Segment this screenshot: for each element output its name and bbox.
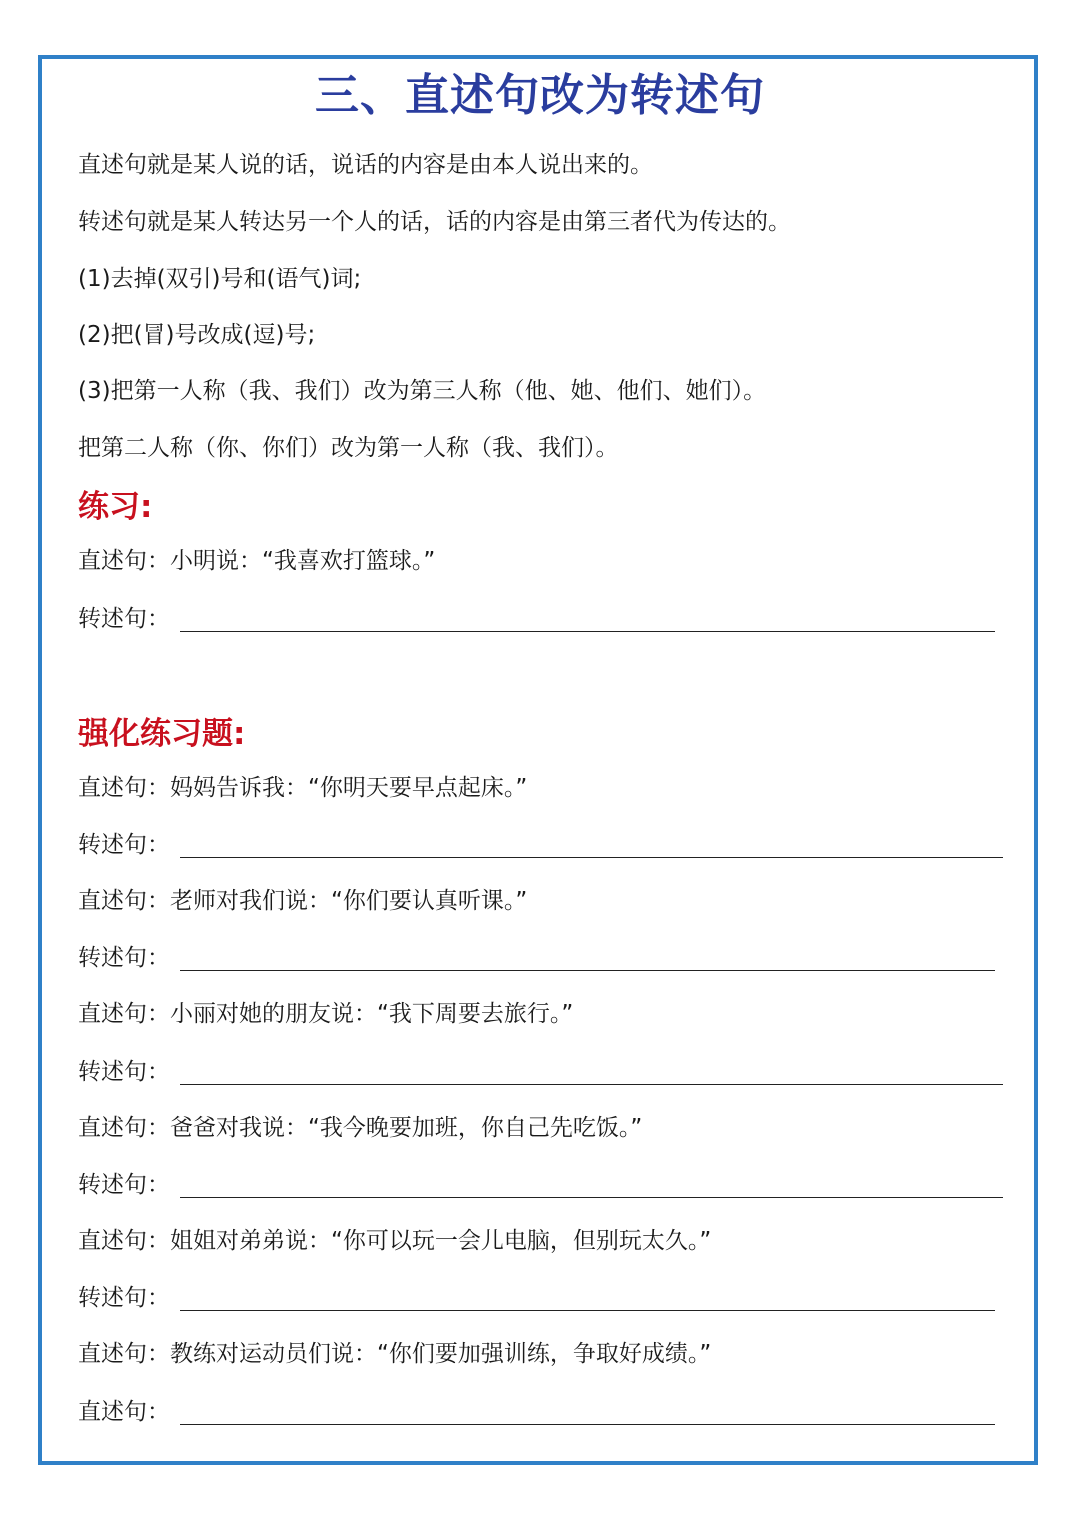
- exercise-6-direct: 直述句：教练对运动员们说：“你们要加强训练，争取好成绩。”: [78, 1341, 712, 1367]
- answer-label: 转述句：: [78, 1059, 170, 1085]
- answer-blank-line[interactable]: [180, 1084, 1003, 1085]
- answer-blank-line[interactable]: [180, 1197, 1003, 1198]
- practice-direct-sentence: 直述句：小明说：“我喜欢打篮球。”: [78, 548, 436, 574]
- answer-label: 转述句：: [78, 606, 170, 632]
- advanced-heading: 强化练习题:: [78, 716, 246, 752]
- intro-line-2: 转述句就是某人转达另一个人的话，话的内容是由第三者代为传达的。: [78, 209, 791, 235]
- exercise-2-direct: 直述句：老师对我们说：“你们要认真听课。”: [78, 888, 528, 914]
- exercise-3-answer-row: [78, 1057, 1003, 1087]
- answer-label: 转述句：: [78, 945, 170, 971]
- answer-label: 转述句：: [78, 1285, 170, 1311]
- exercise-5-answer-row: [78, 1283, 995, 1313]
- answer-blank-line[interactable]: [180, 970, 995, 971]
- exercise-6-answer-row: [78, 1397, 995, 1427]
- page-title: 三、直述句改为转述句: [315, 70, 765, 121]
- answer-label: 转述句：: [78, 1172, 170, 1198]
- practice-answer-row: [78, 604, 995, 634]
- answer-label: 直述句：: [78, 1399, 170, 1425]
- practice-heading: 练习:: [78, 489, 153, 525]
- exercise-1-direct: 直述句：妈妈告诉我：“你明天要早点起床。”: [78, 775, 528, 801]
- exercise-4-answer-row: [78, 1170, 1003, 1200]
- exercise-5-direct: 直述句：姐姐对弟弟说：“你可以玩一会儿电脑，但别玩太久。”: [78, 1228, 712, 1254]
- exercise-1-answer-row: [78, 830, 1003, 860]
- answer-blank-line[interactable]: [180, 1310, 995, 1311]
- rule-2: (2)把(冒)号改成(逗)号;: [78, 322, 316, 348]
- answer-blank-line[interactable]: [180, 631, 995, 632]
- exercise-2-answer-row: [78, 943, 995, 973]
- intro-line-1: 直述句就是某人说的话，说话的内容是由本人说出来的。: [78, 152, 653, 178]
- answer-blank-line[interactable]: [180, 1424, 995, 1425]
- answer-label: 转述句：: [78, 832, 170, 858]
- exercise-3-direct: 直述句：小丽对她的朋友说：“我下周要去旅行。”: [78, 1001, 574, 1027]
- rule-3: (3)把第一人称（我、我们）改为第三人称（他、她、他们、她们）。: [78, 378, 767, 404]
- exercise-4-direct: 直述句：爸爸对我说：“我今晚要加班，你自己先吃饭。”: [78, 1115, 643, 1141]
- answer-blank-line[interactable]: [180, 857, 1003, 858]
- rule-1: (1)去掉(双引)号和(语气)词;: [78, 266, 362, 292]
- rule-3-continued: 把第二人称（你、你们）改为第一人称（我、我们）。: [78, 435, 619, 461]
